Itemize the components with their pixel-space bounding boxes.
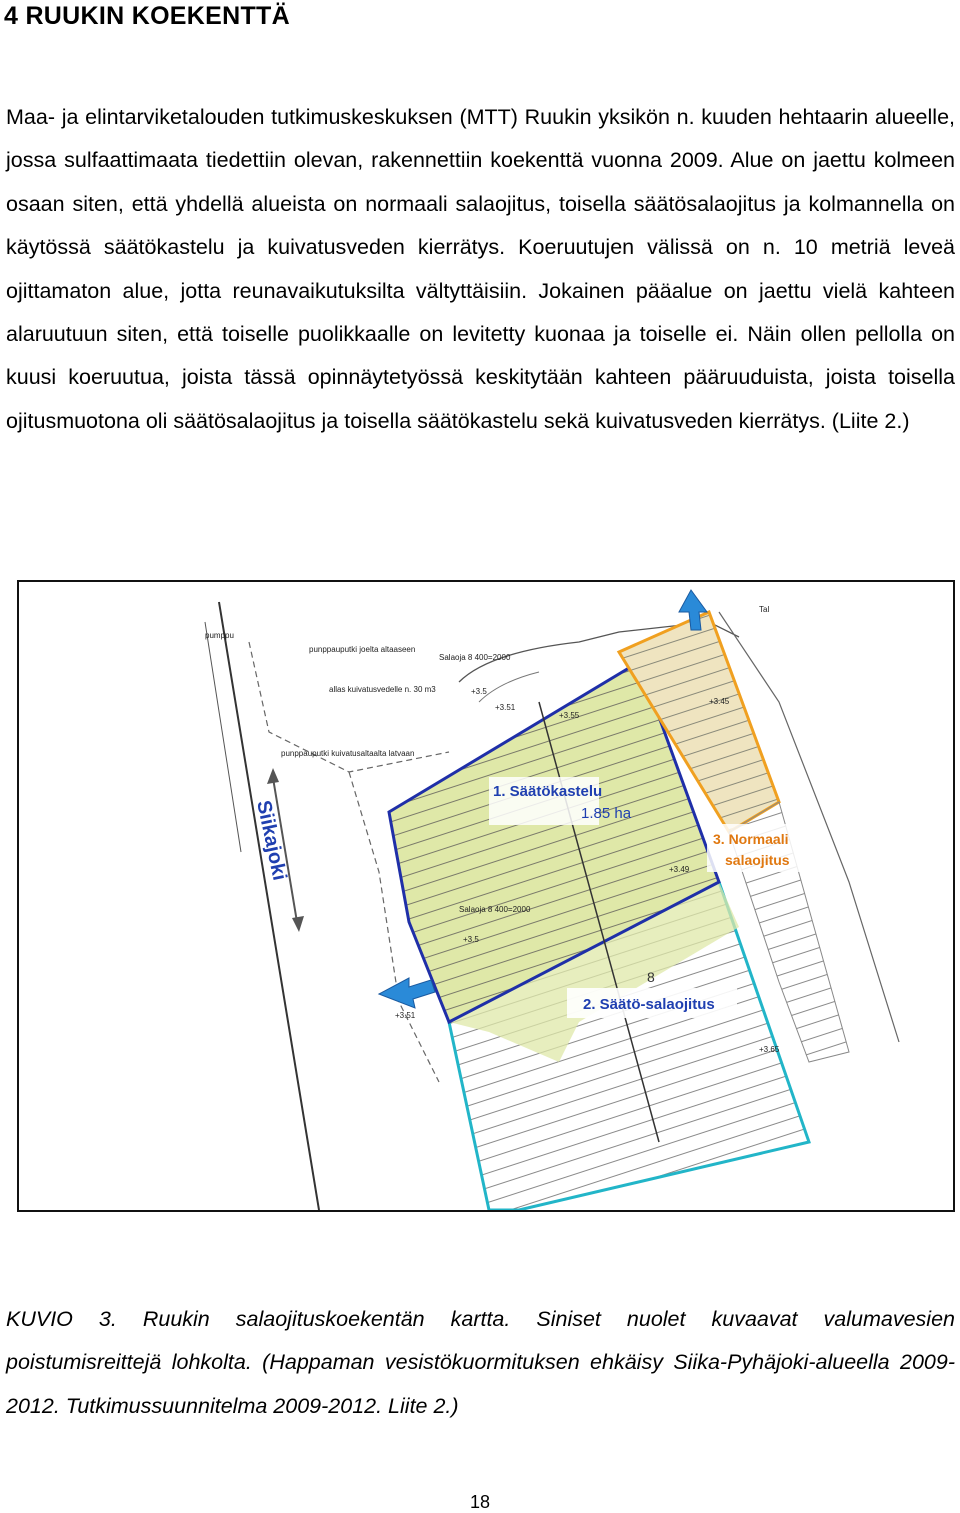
- elev-e: +3.49: [669, 865, 690, 874]
- figure-caption: KUVIO 3. Ruukin salaojituskoekentän kartta. Siniset nuolet kuvaavat valumavesien poistumisreittejä lohkolta. (Happaman vesistökuormituksen ehkäisy Siika-Pyhäjoki-alueella 2009-2012. Tutkimussuunnitelma 2009-2012. Liite 2.): [6, 1307, 955, 1418]
- pipe-note: punppauputki joelta altaaseen: [309, 645, 416, 654]
- pipe-note2: punppauputki kuivatusaltaalta latvaan: [281, 749, 415, 758]
- elev-h: +3.51: [395, 1011, 416, 1020]
- zone1-area-label: 1.85 ha: [581, 805, 632, 822]
- river-label: Siikajoki: [252, 798, 291, 883]
- elev-d: +3.45: [709, 697, 730, 706]
- elev-a: +3.5: [471, 687, 487, 696]
- page-number: 18: [469, 1492, 491, 1512]
- zone2-label: 2. Säätö-salaojitus: [583, 996, 715, 1013]
- pump-label: pumppu: [205, 631, 234, 640]
- field-map-figure: [17, 580, 955, 1212]
- field-map: [19, 582, 953, 1210]
- zone1-label: 1. Säätökastelu: [493, 783, 603, 800]
- elev-c: +3.55: [559, 711, 580, 720]
- elev-f: +3.65: [759, 1045, 780, 1054]
- mark-tal: Tal: [759, 605, 770, 614]
- section-heading: 4 RUUKIN KOEKENTTÄ: [4, 2, 290, 30]
- elev-b: +3.51: [495, 703, 516, 712]
- basin-note: allas kuivatusvedelle n. 30 m3: [329, 685, 436, 694]
- body-paragraph: Maa- ja elintarviketalouden tutkimuskeskuksen (MTT) Ruukin yksikön n. kuuden hehtaarin alueelle, jossa sulfaattimaata tiedettiin olevan, rakennettiin koekenttä vuonna 2009. Alue on jaettu kolmeen osaan siten, että yhdellä alueista on normaali salaojitus, toisella säätösalaojitus ja kolmannella on käytössä säätökastelu ja kuivatusveden kierrätys. Koeruutujen välissä on n. 10 metriä leveä ojittamaton alue, jotta reunavaikutuksilta vältyttäisiin. Jokainen pääalue on jaettu vielä kahteen alaruutuun siten, että toiselle puolikkaalle on levitetty kuonaa ja toiselle ei. Näin ollen pellolla on kuusi koeruutua, joista tässä opinnäytetyössä keskitytään kahteen pääruuduista, joista toisella ojitusmuotona oli säätösalaojitus ja toisella säätökastelu sekä kuivatusveden kierrätys. (Liite 2.): [6, 105, 955, 433]
- zone3-label-2: salaojitus: [725, 852, 790, 868]
- drain-spec: Salaoja 8 400=2000: [439, 653, 511, 662]
- river-line: [219, 602, 319, 1210]
- mark-b: 8: [647, 969, 655, 985]
- outflow-arrow-left: [379, 978, 435, 1008]
- drain-spec-2: Salaoja 8 400=2000: [459, 905, 531, 914]
- elev-g: +3.5: [463, 935, 479, 944]
- zone3-label-1: 3. Normaali: [713, 831, 789, 847]
